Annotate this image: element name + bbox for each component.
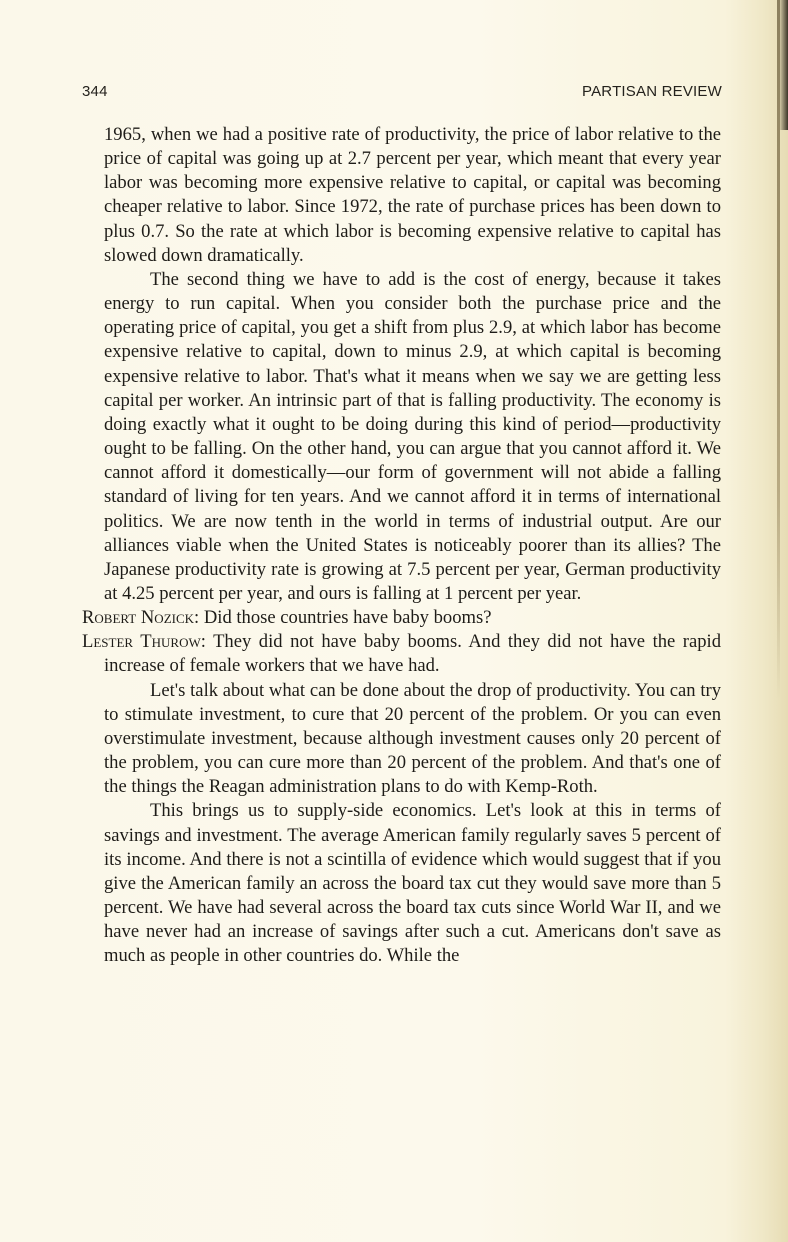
paragraph: This brings us to supply-side economics. Let's look at this in terms of savings and investment. The average American family regularly saves 5 percent of its income. And there is not a scintilla of evidence which would suggest that if you give the American family an across the board tax cut they would save more than 5 percent. We have had several across the board tax cuts since World War II, and we have never had an increase of savings after such a cut. Americans don't save as much as people in other countries do. While the [104, 800, 721, 967]
speech-text: : They did not have baby booms. And they did not have the rapid increase of female workers that we have had. [104, 631, 722, 677]
speech-text: : Did those countries have baby booms? [194, 607, 492, 629]
dialogue-turn [82, 606, 721, 630]
running-header [82, 83, 722, 103]
speaker-name: Lester Thurow [82, 631, 201, 653]
journal-title: PARTISAN REVIEW [582, 83, 722, 100]
article-body [82, 123, 722, 968]
binding-shadow [780, 0, 788, 130]
speaker-name: Robert Nozick [82, 607, 195, 629]
paragraph: The second thing we have to add is the cost of energy, because it takes energy to run capital. When you consider both the purchase price and the operating price of capital, you get a shift from plus 2.9, at which labor has become expensive relative to capital, down to minus 2.9, at which capital is becoming expensive relative to labor. That's what it means when we say we are getting less capital per worker. An intrinsic part of that is falling productivity. The economy is doing exactly what it ought to be doing during this kind of period—productivity ought to be falling. On the other hand, you can argue that you cannot afford it. We cannot afford it domestically—our form of government will not abide a falling standard of living for ten years. And we cannot afford it in terms of international politics. We are now tenth in the world in terms of industrial output. Are our alliances viable when the United States is noticeably poorer than its allies? The Japanese productivity rate is growing at 7.5 percent per year, German productivity at 4.25 percent per year, and ours is falling at 1 percent per year. [104, 268, 721, 604]
dialogue-turn [82, 630, 721, 678]
paragraph: 1965, when we had a positive rate of productivity, the price of labor relative to the price of capital was going up at 2.7 percent per year, which meant that every year labor was becoming more expensive relative to capital, or capital was becoming cheaper relative to labor. Since 1972, the rate of purchase prices has been down to plus 0.7. So the rate at which labor is becoming expensive relative to capital has slowed down dramatically. [104, 124, 721, 266]
page-edge [777, 0, 780, 700]
paragraph: Let's talk about what can be done about the drop of productivity. You can try to stimulate investment, to cure that 20 percent of the problem. Or you can even overstimulate investment, because although investment causes only 20 percent of the problem, you can cure more than 20 percent of the problem. And that's one of the things the Reagan administration plans to do with Kemp-Roth. [104, 679, 721, 798]
page-number: 344 [82, 83, 108, 100]
